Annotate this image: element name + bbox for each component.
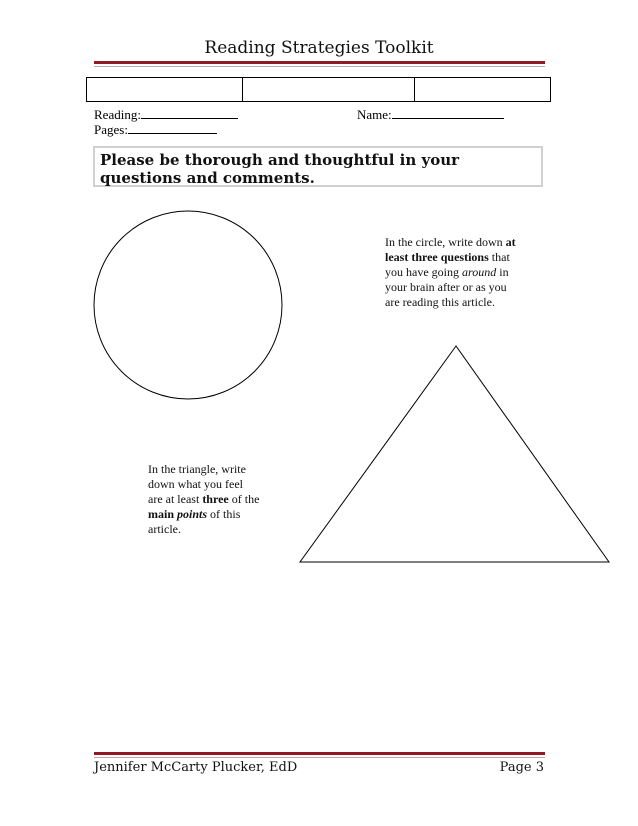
footer-rule <box>94 752 545 755</box>
page-number: Page 3 <box>499 760 544 775</box>
triangle-instructions: In the triangle, write down what you feel are at least three of the main points of this article. <box>148 462 260 536</box>
footer-rule-thin <box>94 757 545 758</box>
name-label: Name: <box>357 107 392 122</box>
reading-label: Reading: <box>94 107 141 122</box>
circle-instructions: In the circle, write down at least three questions that you have going around in your brain after or as you are reading this article. <box>385 235 516 309</box>
questions-circle[interactable] <box>94 211 282 399</box>
main-points-triangle[interactable] <box>300 346 609 562</box>
pages-label: Pages: <box>94 122 128 137</box>
instruction-text: Please be thorough and thoughtful in your questions and comments. <box>100 151 460 187</box>
footer-author: Jennifer McCarty Plucker, EdD <box>94 760 298 775</box>
document-title: Reading Strategies Toolkit <box>204 38 434 58</box>
